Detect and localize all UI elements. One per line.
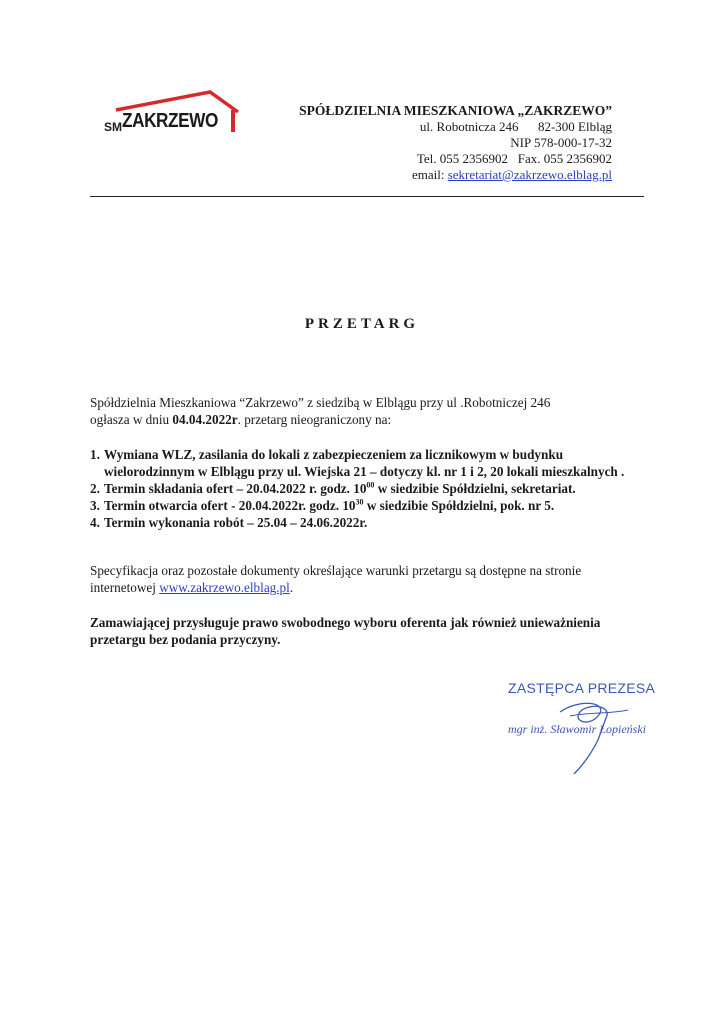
header-divider: [90, 196, 644, 197]
list-item: [90, 514, 650, 531]
item-number: 3.: [90, 498, 100, 513]
handwritten-signature: [540, 690, 650, 780]
item-number: 1.: [90, 447, 100, 462]
intro-line-2: [90, 411, 650, 428]
item-number: 4.: [90, 515, 100, 530]
org-address: ul. Robotnicza 246 82-300 Elbląg: [419, 119, 612, 134]
spec-end: .: [289, 580, 294, 595]
intro-line-1: Spółdzielnia Mieszkaniowa “Zakrzewo” z siedzibą w Elblągu przy ul .Robotniczej 246: [90, 395, 551, 410]
tender-items-list: [90, 446, 650, 531]
item-text-end: w siedzibie Spółdzielni, pok. nr 5.: [363, 498, 555, 513]
item-text-end: w siedzibie Spółdzielni, sekretariat.: [374, 481, 576, 496]
rights-paragraph: Zamawiającej przysługuje prawo swobodnego wyboru oferenta jak również unieważnienia przetargu bez podania przyczyny.: [90, 615, 601, 647]
logo-name: ZAKRZEWO: [122, 110, 218, 132]
document-title: PRZETARG: [304, 316, 420, 332]
item-text: Termin składania ofert – 20.04.2022 r. godz. 10: [104, 481, 367, 496]
org-phone: Tel. 055 2356902 Fax. 055 2356902: [416, 151, 612, 166]
org-nip: NIP 578-000-17-32: [510, 135, 612, 150]
item-text: Wymiana WLZ, zasilania do lokali z zabezpieczeniem za licznikowym w budynku wielorodzinnym w Elblągu przy ul. Wiejska 21 – dotyczy kl. nr 1 i 2, 20 lokali mieszkalnych .: [104, 447, 625, 479]
org-email-line: [299, 167, 612, 183]
spec-text: Specyfikacja oraz pozostałe dokumenty określające warunki przetargu są dostępne na stronie internetowej: [90, 563, 582, 595]
logo-prefix: SM: [104, 120, 122, 134]
company-logo: [90, 88, 240, 138]
list-item: [90, 497, 650, 514]
letterhead: [299, 103, 612, 183]
intro-post: . przetarg nieograniczony na:: [237, 412, 392, 427]
time-minutes: 00: [366, 480, 375, 490]
intro-pre: ogłasza w dniu: [90, 412, 173, 427]
time-minutes: 30: [355, 497, 364, 507]
website-link[interactable]: www.zakrzewo.elblag.pl: [159, 580, 290, 595]
email-link[interactable]: sekretariat@zakrzewo.elblag.pl: [447, 167, 612, 182]
item-text: Termin wykonania robót – 25.04 – 24.06.2022r.: [104, 515, 368, 530]
intro-paragraph: [90, 394, 650, 428]
list-item: [90, 480, 650, 497]
item-text: Termin otwarcia ofert - 20.04.2022r. godz. 10: [104, 498, 356, 513]
signatory-title: ZASTĘPCA PREZESA: [508, 680, 656, 696]
signatory-name: mgr inż. Sławomir Łopieński: [508, 722, 647, 736]
email-label: email:: [411, 167, 448, 182]
spec-paragraph: [90, 562, 650, 596]
org-name: SPÓŁDZIELNIA MIESZKANIOWA „ZAKRZEWO”: [299, 103, 612, 118]
list-item: [90, 446, 650, 480]
item-number: 2.: [90, 481, 100, 496]
announce-date: 04.04.2022r: [172, 412, 238, 427]
